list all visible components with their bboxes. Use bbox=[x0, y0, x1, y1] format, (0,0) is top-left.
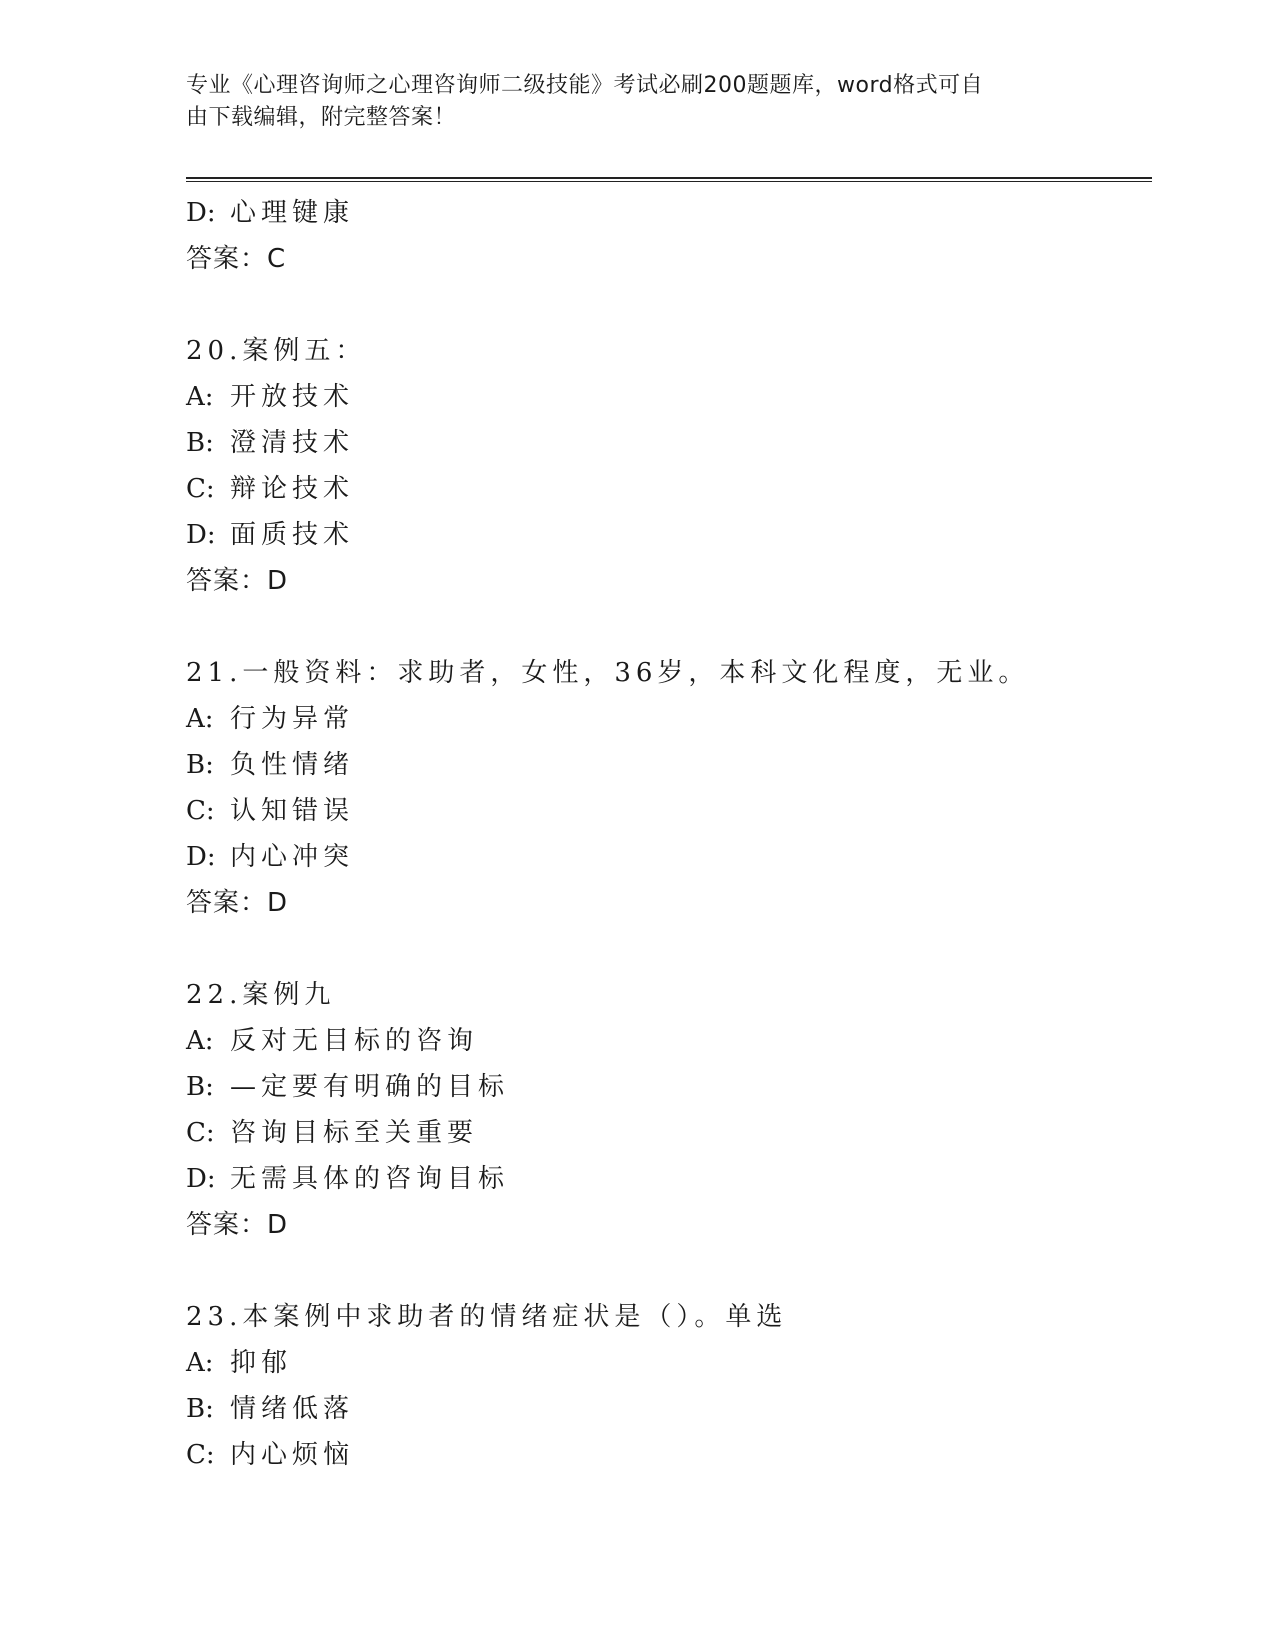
option-key: D: bbox=[186, 520, 216, 550]
header-line-1: 专业《心理咨询师之心理咨询师二级技能》考试必刷200题题库，word格式可自 bbox=[186, 73, 984, 98]
option-key: C: bbox=[186, 474, 215, 504]
option-text: 咨询目标至关重要 bbox=[230, 1118, 479, 1148]
option-text: 无需具体的咨询目标 bbox=[230, 1164, 510, 1194]
option-key: C: bbox=[186, 1440, 215, 1470]
option-key: A: bbox=[186, 1026, 214, 1056]
option-key: C: bbox=[186, 1118, 215, 1148]
option-row bbox=[186, 1018, 1146, 1064]
option-row bbox=[186, 1432, 1146, 1478]
option-text: 情绪低落 bbox=[230, 1394, 355, 1424]
header-divider-thick bbox=[186, 177, 1152, 179]
option-text: —定要有明确的目标 bbox=[230, 1072, 510, 1102]
option-key: B: bbox=[186, 750, 214, 780]
option-text: 开放技术 bbox=[230, 382, 355, 412]
answer-line: 答案：D bbox=[186, 888, 289, 918]
header-divider-thin bbox=[186, 181, 1152, 182]
option-key: B: bbox=[186, 1394, 214, 1424]
option-text: 抑郁 bbox=[230, 1348, 293, 1378]
option-key: A: bbox=[186, 382, 214, 412]
question-stem: 20.案例五： bbox=[186, 336, 367, 366]
option-row bbox=[186, 834, 1146, 880]
option-row bbox=[186, 420, 1146, 466]
option-text: 面质技术 bbox=[230, 520, 355, 550]
option-row bbox=[186, 1110, 1146, 1156]
option-key: A: bbox=[186, 704, 214, 734]
spacer bbox=[186, 926, 1146, 972]
option-key: B: bbox=[186, 428, 214, 458]
option-row bbox=[186, 1156, 1146, 1202]
option-row bbox=[186, 696, 1146, 742]
option-row bbox=[186, 512, 1146, 558]
option-row bbox=[186, 374, 1146, 420]
answer-line: 答案：D bbox=[186, 1210, 289, 1240]
spacer bbox=[186, 1248, 1146, 1294]
spacer bbox=[186, 604, 1146, 650]
option-text: 行为异常 bbox=[230, 704, 355, 734]
option-key: D: bbox=[186, 198, 216, 228]
header-line-2: 由下载编辑，附完整答案！ bbox=[186, 105, 457, 130]
option-text: 认知错误 bbox=[230, 796, 355, 826]
option-text: 内心冲突 bbox=[230, 842, 355, 872]
question-stem: 23.本案例中求助者的情绪症状是（）。单选 bbox=[186, 1302, 788, 1332]
option-text: 内心烦恼 bbox=[230, 1440, 355, 1470]
option-text: 澄清技术 bbox=[230, 428, 355, 458]
option-text: 反对无目标的咨询 bbox=[230, 1026, 479, 1056]
option-row bbox=[186, 742, 1146, 788]
option-text: 辩论技术 bbox=[230, 474, 355, 504]
option-key: A: bbox=[186, 1348, 214, 1378]
option-key: B: bbox=[186, 1072, 214, 1102]
option-text: 负性情绪 bbox=[230, 750, 355, 780]
answer-line: 答案：D bbox=[186, 566, 289, 596]
option-key: C: bbox=[186, 796, 215, 826]
question-stem: 21.一般资料：求助者，女性，36岁，本科文化程度，无业。 bbox=[186, 658, 1030, 688]
option-row bbox=[186, 1340, 1146, 1386]
spacer bbox=[186, 282, 1146, 328]
option-key: D: bbox=[186, 1164, 216, 1194]
page-header bbox=[186, 70, 1066, 134]
question-stem: 22.案例九 bbox=[186, 980, 336, 1010]
option-row bbox=[186, 190, 1146, 236]
question-list bbox=[186, 190, 1146, 1478]
option-text: 心理键康 bbox=[230, 198, 355, 228]
answer-line: 答案：C bbox=[186, 244, 287, 274]
option-row bbox=[186, 1386, 1146, 1432]
option-row bbox=[186, 466, 1146, 512]
option-key: D: bbox=[186, 842, 216, 872]
option-row bbox=[186, 788, 1146, 834]
option-row bbox=[186, 1064, 1146, 1110]
